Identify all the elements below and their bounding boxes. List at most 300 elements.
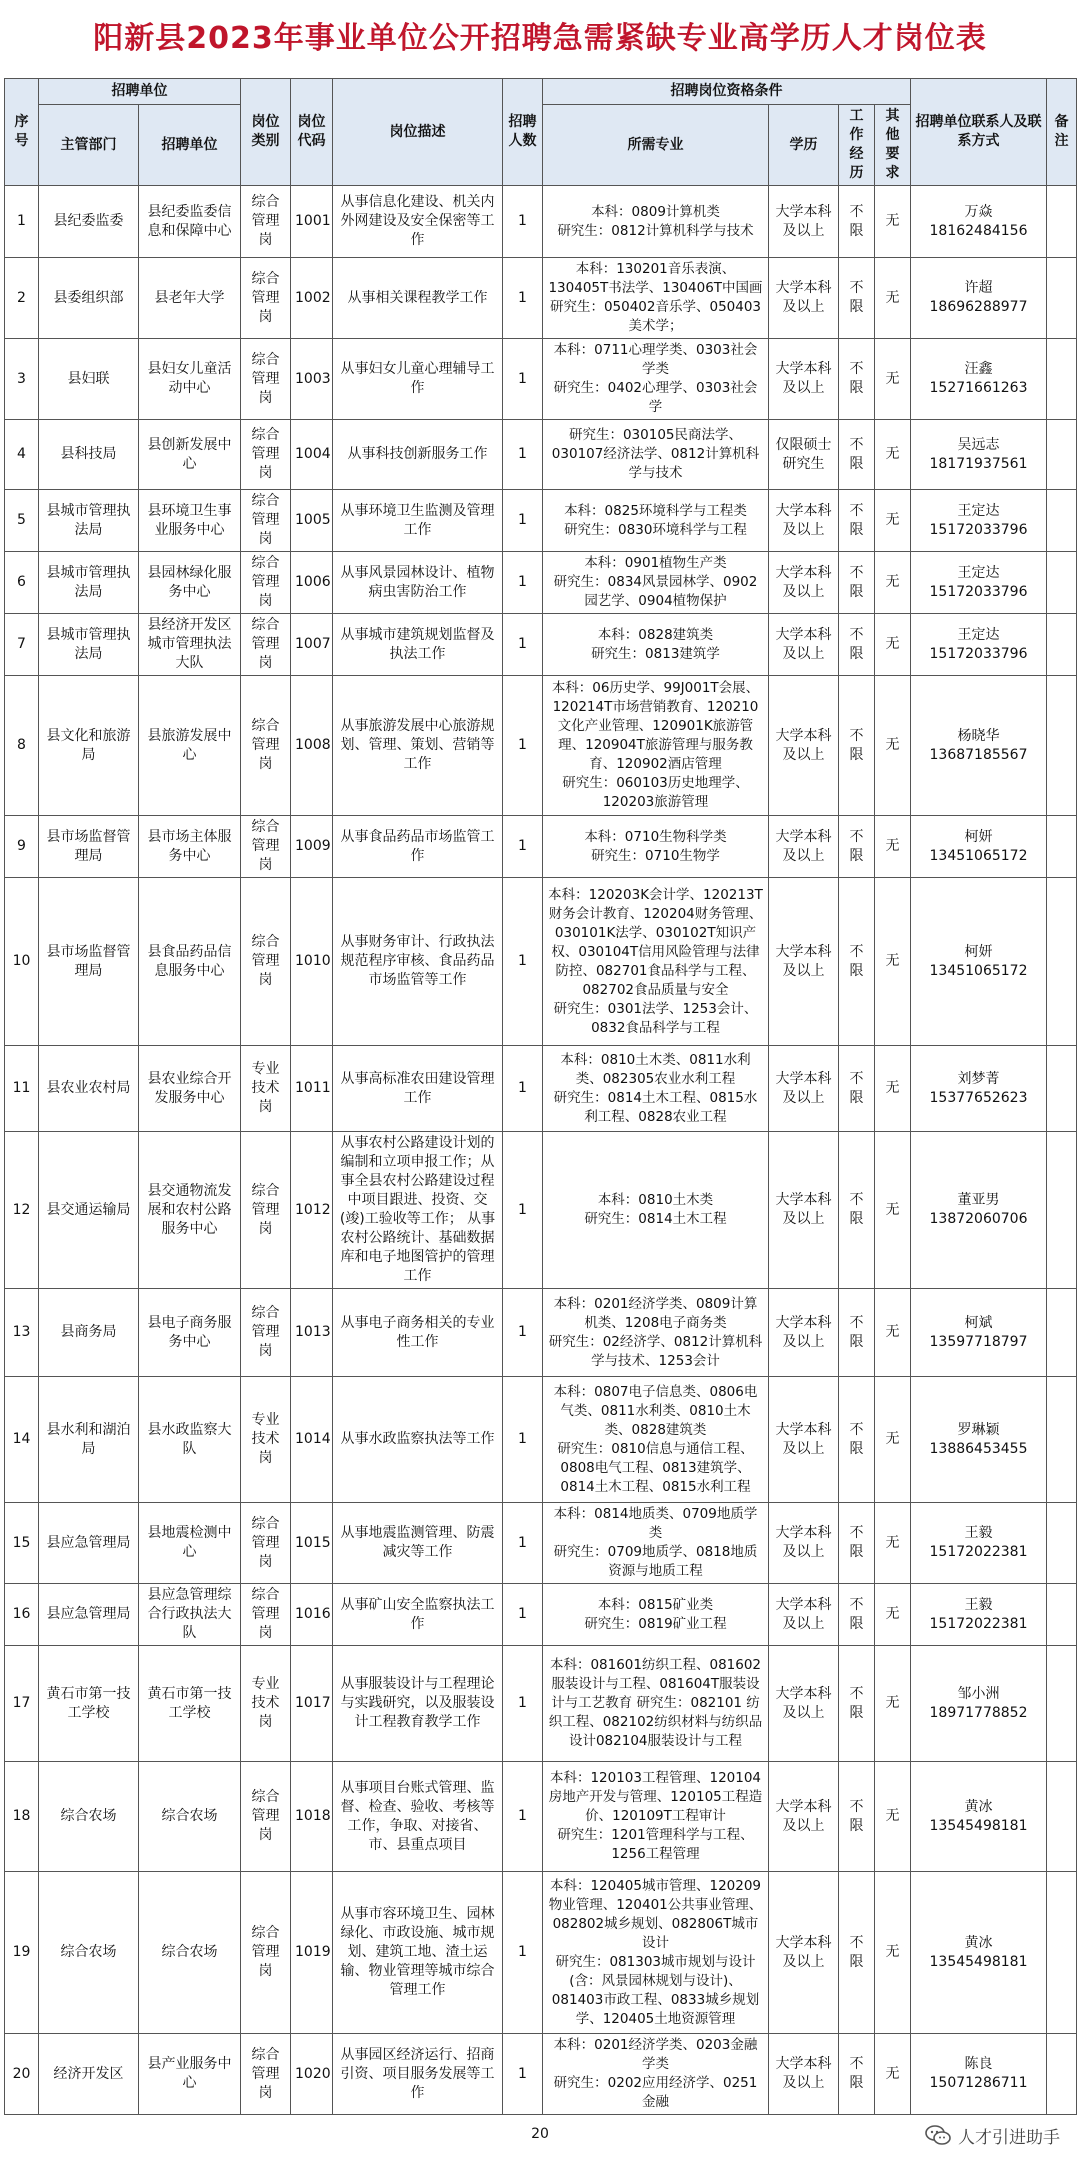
table-body [5,186,1077,2115]
cell-code: 1011 [291,1046,333,1132]
cell-cat: 综合管理岗 [241,339,291,420]
header-contact: 招聘单位联系人及联系方式 [911,79,1047,186]
header-unit-group: 招聘单位 [39,79,241,105]
cell-edu: 大学本科及以上 [769,2034,839,2115]
wechat-icon [924,2124,952,2146]
cell-seq: 7 [5,614,39,676]
header-major: 所需专业 [543,105,769,186]
cell-desc: 从事环境卫生监测及管理工作 [333,490,503,552]
cell-exp: 不限 [839,552,875,614]
cell-exp: 不限 [839,1503,875,1584]
cell-major: 本科：0711心理学类、0303社会学类 研究生：0402心理学、0303社会学 [543,339,769,420]
table-row [5,614,1077,676]
cell-contact: 王定达 15172033796 [911,552,1047,614]
cell-code: 1012 [291,1132,333,1289]
table-row [5,339,1077,420]
cell-exp: 不限 [839,258,875,339]
cell-unit: 黄石市第一技工学校 [139,1646,241,1762]
cell-desc: 从事矿山安全监察执法工作 [333,1584,503,1646]
cell-note [1047,490,1077,552]
cell-seq: 12 [5,1132,39,1289]
cell-major: 研究生：030105民商法学、030107经济法学、0812计算机科学与技术 [543,420,769,490]
table-row [5,420,1077,490]
cell-cat: 专业技术岗 [241,1377,291,1503]
cell-other: 无 [875,676,911,816]
cell-unit: 县交通物流发展和农村公路服务中心 [139,1132,241,1289]
table-row [5,878,1077,1046]
cell-code: 1002 [291,258,333,339]
cell-seq: 11 [5,1046,39,1132]
cell-num: 1 [503,878,543,1046]
header-conditions-group: 招聘岗位资格条件 [543,79,911,105]
cell-cat: 综合管理岗 [241,2034,291,2115]
cell-num: 1 [503,1584,543,1646]
cell-dept: 县城市管理执法局 [39,490,139,552]
cell-desc: 从事项目台账式管理、监督、检查、验收、考核等工作，争取、对接省、市、县重点项目 [333,1762,503,1872]
cell-cat: 专业技术岗 [241,1646,291,1762]
cell-contact: 黄冰 13545498181 [911,1872,1047,2034]
cell-unit: 县妇女儿童活动中心 [139,339,241,420]
cell-contact: 吴远志 18171937561 [911,420,1047,490]
cell-seq: 5 [5,490,39,552]
cell-desc: 从事园区经济运行、招商引资、项目服务发展等工作 [333,2034,503,2115]
cell-code: 1013 [291,1289,333,1377]
table-row [5,1377,1077,1503]
cell-seq: 8 [5,676,39,816]
cell-edu: 大学本科及以上 [769,878,839,1046]
cell-unit: 县经济开发区城市管理执法大队 [139,614,241,676]
cell-unit: 县纪委监委信息和保障中心 [139,186,241,258]
table-row [5,1046,1077,1132]
cell-cat: 综合管理岗 [241,676,291,816]
cell-desc: 从事财务审计、行政执法规范程序审核、食品药品市场监管等工作 [333,878,503,1046]
cell-note [1047,1872,1077,2034]
cell-contact: 刘梦菁 15377652623 [911,1046,1047,1132]
cell-edu: 大学本科及以上 [769,614,839,676]
cell-unit: 县旅游发展中心 [139,676,241,816]
cell-num: 1 [503,1872,543,2034]
total-count: 20 [531,2126,549,2142]
cell-edu: 大学本科及以上 [769,1584,839,1646]
cell-num: 1 [503,1132,543,1289]
cell-other: 无 [875,1646,911,1762]
cell-code: 1009 [291,816,333,878]
cell-num: 1 [503,614,543,676]
cell-code: 1005 [291,490,333,552]
cell-major: 本科：130201音乐表演、130405T书法学、130406T中国画 研究生：050402音乐学、050403美术学； [543,258,769,339]
header-unit: 招聘单位 [139,105,241,186]
cell-other: 无 [875,1503,911,1584]
cell-unit: 县老年大学 [139,258,241,339]
cell-seq: 16 [5,1584,39,1646]
cell-contact: 柯斌 13597718797 [911,1289,1047,1377]
cell-dept: 黄石市第一技工学校 [39,1646,139,1762]
cell-code: 1008 [291,676,333,816]
table-row [5,2034,1077,2115]
table-row [5,1646,1077,1762]
cell-desc: 从事地震监测管理、防震减灾等工作 [333,1503,503,1584]
cell-major: 本科：0825环境科学与工程类 研究生：0830环境科学与工程 [543,490,769,552]
cell-seq: 1 [5,186,39,258]
cell-seq: 14 [5,1377,39,1503]
cell-major: 本科：0810土木类 研究生：0814土木工程 [543,1132,769,1289]
table-row [5,1503,1077,1584]
cell-unit: 县创新发展中心 [139,420,241,490]
cell-major: 本科：0807电子信息类、0806电气类、0811水利类、0810土木类、0828建筑类 研究生：0810信息与通信工程、0808电气工程、0813建筑学、0814土木工程、0815水利工程 [543,1377,769,1503]
cell-num: 1 [503,490,543,552]
watermark-text: 人才引进助手 [958,2127,1060,2148]
cell-major: 本科：0201经济学类、0809计算机类、1208电子商务类 研究生：02经济学、0812计算机科学与技术、1253会计 [543,1289,769,1377]
cell-dept: 县委组织部 [39,258,139,339]
cell-note [1047,552,1077,614]
cell-other: 无 [875,1132,911,1289]
header-seq: 序号 [5,79,39,186]
table-row [5,1872,1077,2034]
cell-note [1047,420,1077,490]
cell-exp: 不限 [839,186,875,258]
cell-cat: 专业技术岗 [241,1046,291,1132]
cell-desc: 从事城市建筑规划监督及执法工作 [333,614,503,676]
cell-num: 1 [503,816,543,878]
cell-note [1047,878,1077,1046]
cell-desc: 从事服装设计与工程理论与实践研究，以及服装设计工程教育教学工作 [333,1646,503,1762]
cell-edu: 大学本科及以上 [769,552,839,614]
cell-unit: 综合农场 [139,1762,241,1872]
cell-cat: 综合管理岗 [241,614,291,676]
cell-contact: 邹小洲 18971778852 [911,1646,1047,1762]
table-row [5,676,1077,816]
cell-desc: 从事市容环境卫生、园林绿化、市政设施、城市规划、建筑工地、渣土运输、物业管理等城市综合管理工作 [333,1872,503,2034]
cell-exp: 不限 [839,1584,875,1646]
cell-dept: 县市场监督管理局 [39,878,139,1046]
cell-note [1047,1046,1077,1132]
cell-cat: 综合管理岗 [241,1132,291,1289]
cell-other: 无 [875,420,911,490]
cell-seq: 17 [5,1646,39,1762]
header-note: 备注 [1047,79,1077,186]
cell-num: 1 [503,258,543,339]
cell-other: 无 [875,1584,911,1646]
table-row [5,1584,1077,1646]
cell-cat: 综合管理岗 [241,490,291,552]
cell-num: 1 [503,552,543,614]
cell-code: 1006 [291,552,333,614]
header-other: 其他要求 [875,105,911,186]
cell-code: 1020 [291,2034,333,2115]
cell-other: 无 [875,490,911,552]
cell-exp: 不限 [839,490,875,552]
cell-code: 1010 [291,878,333,1046]
cell-contact: 黄冰 13545498181 [911,1762,1047,1872]
cell-edu: 大学本科及以上 [769,258,839,339]
cell-dept: 县农业农村局 [39,1046,139,1132]
cell-major: 本科：120405城市管理、120209物业管理、120401公共事业管理、082802城乡规划、082806T城市设计 研究生：081303城市规划与设计(含：风景园林规划与设计)、081403市政工程、0833城乡规划学、120405土地资源管理 [543,1872,769,2034]
cell-other: 无 [875,2034,911,2115]
cell-edu: 大学本科及以上 [769,1762,839,1872]
cell-num: 1 [503,1046,543,1132]
cell-dept: 县城市管理执法局 [39,614,139,676]
cell-seq: 19 [5,1872,39,2034]
cell-contact: 汪鑫 15271661263 [911,339,1047,420]
cell-other: 无 [875,816,911,878]
cell-unit: 县电子商务服务中心 [139,1289,241,1377]
cell-dept: 县文化和旅游局 [39,676,139,816]
cell-seq: 3 [5,339,39,420]
cell-code: 1004 [291,420,333,490]
cell-code: 1001 [291,186,333,258]
positions-table [4,78,1077,2115]
table-row [5,816,1077,878]
cell-edu: 大学本科及以上 [769,1046,839,1132]
cell-cat: 综合管理岗 [241,420,291,490]
cell-note [1047,1377,1077,1503]
cell-major: 本科：0710生物科学类 研究生：0710生物学 [543,816,769,878]
cell-seq: 6 [5,552,39,614]
table-row [5,1289,1077,1377]
cell-major: 本科：120103工程管理、120104房地产开发与管理、120105工程造价、120109T工程审计 研究生：1201管理科学与工程、1256工程管理 [543,1762,769,1872]
cell-contact: 罗琳颖 13886453455 [911,1377,1047,1503]
cell-exp: 不限 [839,614,875,676]
cell-contact: 王毅 15172022381 [911,1584,1047,1646]
cell-dept: 经济开发区 [39,2034,139,2115]
cell-other: 无 [875,1289,911,1377]
header-dept: 主管部门 [39,105,139,186]
cell-note [1047,339,1077,420]
watermark [924,2120,1060,2150]
cell-note [1047,1762,1077,1872]
cell-dept: 县水利和湖泊局 [39,1377,139,1503]
cell-dept: 县应急管理局 [39,1584,139,1646]
cell-cat: 综合管理岗 [241,186,291,258]
cell-unit: 县农业综合开发服务中心 [139,1046,241,1132]
cell-desc: 从事水政监察执法等工作 [333,1377,503,1503]
cell-unit: 县市场主体服务中心 [139,816,241,878]
cell-seq: 15 [5,1503,39,1584]
cell-note [1047,1584,1077,1646]
table-row [5,186,1077,258]
cell-note [1047,1646,1077,1762]
cell-seq: 2 [5,258,39,339]
cell-code: 1017 [291,1646,333,1762]
cell-num: 1 [503,1762,543,1872]
cell-unit: 县产业服务中心 [139,2034,241,2115]
cell-other: 无 [875,878,911,1046]
cell-desc: 从事旅游发展中心旅游规划、管理、策划、营销等工作 [333,676,503,816]
cell-code: 1014 [291,1377,333,1503]
cell-num: 1 [503,339,543,420]
cell-other: 无 [875,258,911,339]
cell-dept: 县科技局 [39,420,139,490]
cell-contact: 陈良 15071286711 [911,2034,1047,2115]
cell-other: 无 [875,1046,911,1132]
cell-note [1047,2034,1077,2115]
cell-unit: 县水政监察大队 [139,1377,241,1503]
cell-num: 1 [503,1289,543,1377]
cell-dept: 县市场监督管理局 [39,816,139,878]
cell-exp: 不限 [839,878,875,1046]
cell-exp: 不限 [839,1046,875,1132]
cell-desc: 从事科技创新服务工作 [333,420,503,490]
cell-dept: 县应急管理局 [39,1503,139,1584]
cell-note [1047,1132,1077,1289]
cell-edu: 大学本科及以上 [769,1377,839,1503]
table-row [5,490,1077,552]
cell-unit: 县食品药品信息服务中心 [139,878,241,1046]
cell-seq: 9 [5,816,39,878]
header-category: 岗位类别 [241,79,291,186]
cell-other: 无 [875,186,911,258]
cell-num: 1 [503,1377,543,1503]
cell-major: 本科：0810土木类、0811水利类、082305农业水利工程 研究生：0814土木工程、0815水利工程、0828农业工程 [543,1046,769,1132]
cell-contact: 柯妍 13451065172 [911,816,1047,878]
cell-cat: 综合管理岗 [241,258,291,339]
cell-code: 1015 [291,1503,333,1584]
cell-exp: 不限 [839,1132,875,1289]
cell-unit: 县环境卫生事业服务中心 [139,490,241,552]
cell-cat: 综合管理岗 [241,1872,291,2034]
cell-major: 本科：0814地质类、0709地质学类 研究生：0709地质学、0818地质资源与地质工程 [543,1503,769,1584]
table-row [5,1762,1077,1872]
cell-num: 1 [503,420,543,490]
cell-note [1047,816,1077,878]
cell-cat: 综合管理岗 [241,816,291,878]
cell-exp: 不限 [839,1872,875,2034]
cell-note [1047,1503,1077,1584]
cell-edu: 大学本科及以上 [769,1289,839,1377]
cell-exp: 不限 [839,676,875,816]
cell-note [1047,186,1077,258]
cell-contact: 万焱 18162484156 [911,186,1047,258]
cell-edu: 仅限硕士研究生 [769,420,839,490]
header-description: 岗位描述 [333,79,503,186]
cell-num: 1 [503,2034,543,2115]
cell-unit: 县园林绿化服务中心 [139,552,241,614]
cell-exp: 不限 [839,1289,875,1377]
cell-major: 本科：0828建筑类 研究生：0813建筑学 [543,614,769,676]
cell-desc: 从事食品药品市场监管工作 [333,816,503,878]
table-row [5,552,1077,614]
cell-exp: 不限 [839,1762,875,1872]
cell-num: 1 [503,1503,543,1584]
header-education: 学历 [769,105,839,186]
cell-edu: 大学本科及以上 [769,1132,839,1289]
cell-major: 本科：0815矿业类 研究生：0819矿业工程 [543,1584,769,1646]
cell-contact: 柯妍 13451065172 [911,878,1047,1046]
cell-dept: 县商务局 [39,1289,139,1377]
cell-cat: 综合管理岗 [241,1584,291,1646]
cell-cat: 综合管理岗 [241,552,291,614]
cell-dept: 县纪委监委 [39,186,139,258]
cell-other: 无 [875,614,911,676]
cell-seq: 10 [5,878,39,1046]
cell-code: 1018 [291,1762,333,1872]
page-footer [0,2120,1080,2150]
cell-cat: 综合管理岗 [241,878,291,1046]
cell-edu: 大学本科及以上 [769,1646,839,1762]
table-row [5,1132,1077,1289]
cell-other: 无 [875,1377,911,1503]
cell-edu: 大学本科及以上 [769,816,839,878]
header-code: 岗位代码 [291,79,333,186]
cell-code: 1003 [291,339,333,420]
cell-edu: 大学本科及以上 [769,1872,839,2034]
cell-num: 1 [503,186,543,258]
cell-dept: 县城市管理执法局 [39,552,139,614]
cell-other: 无 [875,339,911,420]
cell-note [1047,676,1077,816]
cell-code: 1016 [291,1584,333,1646]
cell-seq: 18 [5,1762,39,1872]
cell-major: 本科：120203K会计学、120213T财务会计教育、120204财务管理、030101K法学、030102T知识产权、030104T信用风险管理与法律防控、082701食品科学与工程、082702食品质量与安全 研究生：0301法学、1253会计、0832食品科学与工程 [543,878,769,1046]
cell-contact: 王定达 15172033796 [911,614,1047,676]
cell-contact: 王定达 15172033796 [911,490,1047,552]
cell-other: 无 [875,1872,911,2034]
cell-major: 本科：06历史学、99J001T会展、120214T市场营销教育、120210文化产业管理、120901K旅游管理、120904T旅游管理与服务教育、120902酒店管理 研究生：060103历史地理学、120203旅游管理 [543,676,769,816]
cell-num: 1 [503,1646,543,1762]
cell-desc: 从事相关课程教学工作 [333,258,503,339]
cell-cat: 综合管理岗 [241,1762,291,1872]
cell-note [1047,1289,1077,1377]
cell-desc: 从事妇女儿童心理辅导工作 [333,339,503,420]
header-experience: 工作经历 [839,105,875,186]
cell-desc: 从事信息化建设、机关内外网建设及安全保密等工作 [333,186,503,258]
cell-seq: 13 [5,1289,39,1377]
cell-unit: 县地震检测中心 [139,1503,241,1584]
cell-exp: 不限 [839,339,875,420]
cell-major: 本科：081601纺织工程、081602服装设计与工程、081604T服装设计与工艺教育 研究生：082101 纺织工程、082102纺织材料与纺织品设计082104服装设计与工程 [543,1646,769,1762]
cell-exp: 不限 [839,1377,875,1503]
cell-edu: 大学本科及以上 [769,339,839,420]
cell-note [1047,258,1077,339]
cell-exp: 不限 [839,2034,875,2115]
cell-dept: 综合农场 [39,1762,139,1872]
cell-major: 本科：0201经济学类、0203金融学类 研究生：0202应用经济学、0251金融 [543,2034,769,2115]
cell-contact: 杨晓华 13687185567 [911,676,1047,816]
cell-edu: 大学本科及以上 [769,186,839,258]
cell-code: 1019 [291,1872,333,2034]
cell-exp: 不限 [839,420,875,490]
cell-unit: 县应急管理综合行政执法大队 [139,1584,241,1646]
cell-seq: 20 [5,2034,39,2115]
cell-edu: 大学本科及以上 [769,490,839,552]
cell-desc: 从事风景园林设计、植物病虫害防治工作 [333,552,503,614]
page-title: 阳新县2023年事业单位公开招聘急需紧缺专业高学历人才岗位表 [93,21,987,56]
cell-seq: 4 [5,420,39,490]
cell-unit: 综合农场 [139,1872,241,2034]
cell-desc: 从事电子商务相关的专业性工作 [333,1289,503,1377]
cell-other: 无 [875,552,911,614]
cell-dept: 县交通运输局 [39,1132,139,1289]
cell-code: 1007 [291,614,333,676]
cell-desc: 从事高标准农田建设管理工作 [333,1046,503,1132]
cell-num: 1 [503,676,543,816]
cell-contact: 许超 18696288977 [911,258,1047,339]
cell-other: 无 [875,1762,911,1872]
cell-desc: 从事农村公路建设计划的编制和立项申报工作；从事全县农村公路建设过程中项目跟进、投资、交(竣)工验收等工作； 从事农村公路统计、基础数据库和电子地图管护的管理工作 [333,1132,503,1289]
cell-cat: 综合管理岗 [241,1289,291,1377]
cell-edu: 大学本科及以上 [769,676,839,816]
cell-note [1047,614,1077,676]
table-row [5,258,1077,339]
header-count: 招聘人数 [503,79,543,186]
cell-major: 本科：0901植物生产类 研究生：0834风景园林学、0902园艺学、0904植物保护 [543,552,769,614]
cell-exp: 不限 [839,1646,875,1762]
cell-dept: 县妇联 [39,339,139,420]
cell-major: 本科：0809计算机类 研究生：0812计算机科学与技术 [543,186,769,258]
cell-contact: 董亚男 13872060706 [911,1132,1047,1289]
cell-exp: 不限 [839,816,875,878]
cell-cat: 综合管理岗 [241,1503,291,1584]
